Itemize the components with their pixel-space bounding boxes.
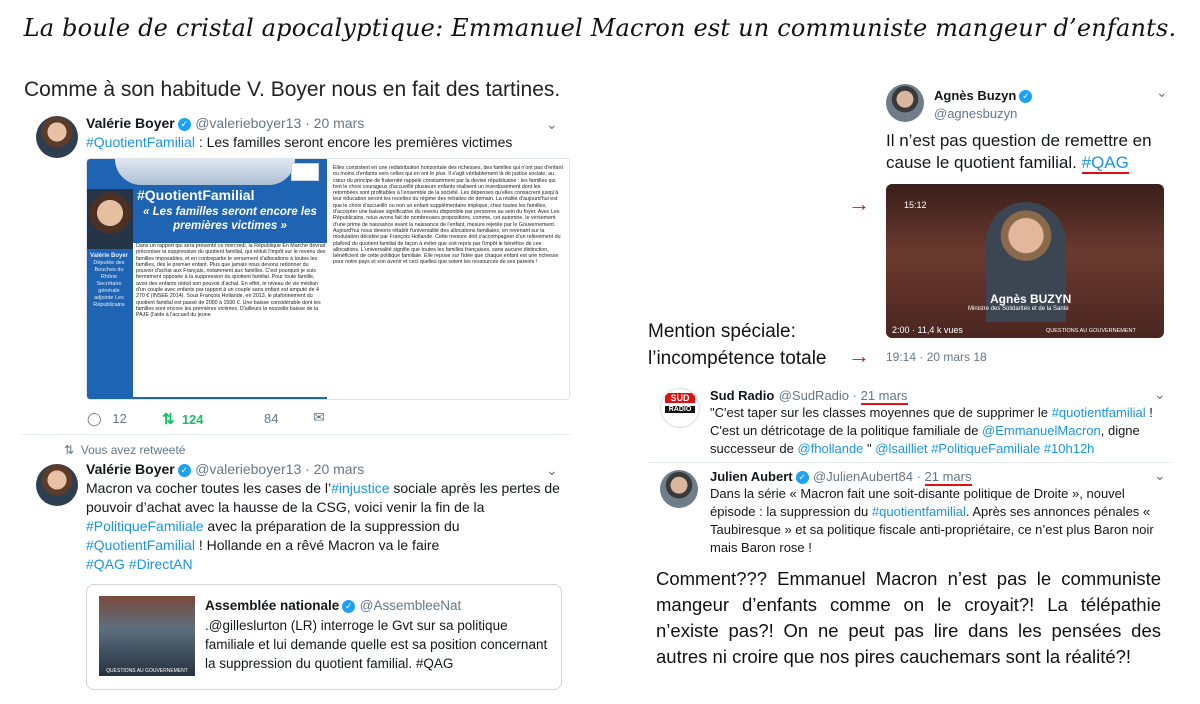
- tweet-header: [86, 115, 556, 133]
- chevron-down-icon[interactable]: ⌄: [1154, 386, 1166, 402]
- quoted-thumbnail: [99, 596, 195, 676]
- chevron-down-icon[interactable]: ⌄: [546, 116, 558, 132]
- reply-icon: ◯: [87, 411, 102, 426]
- tweet-timestamp[interactable]: 19:14 · 20 mars 18: [886, 350, 987, 364]
- avatar[interactable]: [886, 84, 924, 122]
- video-sub: Ministre des Solidarités et de la Santé: [968, 306, 1069, 312]
- hashtag-link[interactable]: #QuotientFamilial: [86, 537, 195, 553]
- author-handle[interactable]: @agnesbuzyn: [934, 106, 1018, 121]
- author-name[interactable]: Valérie Boyer: [86, 461, 175, 477]
- author-handle[interactable]: @SudRadio ·: [778, 388, 861, 403]
- hashtag-link[interactable]: #QAG: [1081, 153, 1129, 172]
- retweet-count: 124: [181, 412, 204, 427]
- video-time: 15:12: [904, 200, 927, 210]
- verified-icon: ✓: [1019, 90, 1032, 103]
- like-count: 84: [264, 411, 279, 426]
- image-hashtag: #QuotientFamilial: [137, 187, 255, 203]
- tweet-header: [86, 461, 556, 479]
- hashtag-link[interactable]: #quotientfamilial: [871, 504, 966, 519]
- intro-text: Comme à son habitude V. Boyer nous en fait des tartines.: [24, 78, 561, 101]
- mention-link[interactable]: @EmmanuelMacron: [982, 423, 1101, 438]
- retweet-button[interactable]: [162, 410, 204, 428]
- tweet-header: [710, 468, 972, 486]
- verified-icon: ✓: [178, 118, 191, 131]
- tweet-sudradio[interactable]: [648, 382, 1172, 463]
- quote-text: .@gilleslurton (LR) interroge le Gvt sur sa politique familiale et lui demande quelle est sa position concernant la suppression du quotient familial. #QAG: [205, 618, 548, 671]
- retweet-icon: ⇅: [162, 411, 175, 428]
- video-caption: Agnès BUZYN: [990, 292, 1072, 306]
- video-views: 2:00 · 11,4 k vues: [892, 325, 963, 335]
- page-title: La boule de cristal apocalyptique: Emmanuel Macron est un communiste mangeur d’enfants.: [23, 14, 1177, 42]
- image-side: Valérie Boyer Députée des Bouches du Rhône Secrétaire générale adjointe Les Républicains: [89, 253, 129, 308]
- author-name[interactable]: Agnès Buzyn: [934, 88, 1017, 103]
- image-col-left: Dans un rapport qui sera présenté ce mercredi, la République En Marche devrait préconiser la suppression du quotient familial, qui réduit l'impôt sur le revenu des familles imposables, et en contrepartie le versement d'allocations à toutes les familles, dès le premier enfant. Plus que jamais nous devons redonner du pouvoir d'achat aux Français, notamment aux familles. C'est pourquoi je suis fermement opposée à la suppression du quotient familial. Pour toute famille, avoir des enfants réduit son pouvoir d'achat. En effet, le niveau de vie médian d'un couple avec enfants par rapport à un couple sans enfant est amputé de 4 270 € (INSEE 2014). Sous François Hollande, en 2013, le plafonnement du quotient familial est passé de 2000 à 1500 €. Une baisse considérable dont les familles sont encore les premières victimes. D'ailleurs la nouvelle baisse de la PAJE (l'aide à l'accueil du jeune: [133, 243, 329, 397]
- hashtag-link[interactable]: @lsailliet #PolitiqueFamiliale #10h12h: [875, 441, 1095, 456]
- author-handle[interactable]: @valerieboyer13 · 20 mars: [195, 461, 365, 477]
- logo: [291, 163, 319, 181]
- mention-link[interactable]: @fhollande: [797, 441, 864, 456]
- chevron-down-icon[interactable]: ⌄: [1154, 467, 1166, 483]
- message-icon[interactable]: ✉: [313, 409, 325, 425]
- author-name[interactable]: Julien Aubert: [710, 469, 793, 484]
- reply-count: 12: [112, 411, 127, 426]
- tweet-text: Macron va cocher toutes les cases de l’#injustice sociale après les pertes de pouvoir d’achat avec la hausse de la CSG, voici venir la fin de la #PolitiqueFamiliale avec la préparation de la suppression du #QuotientFamilial ! Hollande en a rêvé Macron va le faire #QAG #DirectAN: [86, 480, 560, 572]
- tweet-image[interactable]: [86, 158, 570, 400]
- divider: [20, 434, 572, 435]
- chevron-down-icon[interactable]: ⌄: [1156, 84, 1168, 100]
- tweet-text: "C'est taper sur les classes moyennes que de supprimer le #quotientfamilial ! C'est un détricotage de la politique familiale de @EmmanuelMacron, digne successeur de @fhollande " @lsailliet #PolitiqueFamiliale #10h12h: [710, 405, 1153, 456]
- author-name[interactable]: Sud Radio: [710, 388, 775, 403]
- tweet-text: #QuotientFamilial : Les familles seront encore les premières victimes: [86, 134, 513, 150]
- image-banner: [87, 159, 327, 399]
- assemblee-building-icon: [115, 159, 295, 185]
- tweet-aubert[interactable]: [648, 464, 1172, 555]
- retweet-label: ⇅ Vous avez retweeté: [64, 443, 186, 457]
- arrow-right-icon: →: [848, 191, 870, 216]
- hashtag-link[interactable]: #QAG #DirectAN: [86, 556, 193, 572]
- hashtag-link[interactable]: #PolitiqueFamiliale: [86, 518, 204, 534]
- quoted-tweet[interactable]: [86, 584, 562, 690]
- quote-author-name[interactable]: Assemblée nationale: [205, 598, 340, 613]
- tweet-date[interactable]: 21 mars: [860, 388, 908, 403]
- tweet-header: [934, 87, 1032, 123]
- avatar[interactable]: [36, 464, 78, 506]
- image-col-right: Elles consistent en une redistribution horizontale des richesses, des familles qui n'ont pas d'enfant ou moins d'enfants vers celles qui en ont le plus. Il s'agit véritablement là de justice sociale, au cœur du principe de fraternité rappelé constamment par la devise républicaine : les familles qui font le choix courageux d'accueillir plusieurs enfants réalisent un investissement dont les retombées sont profitables à l'ensemble de la société. Les dépenses qu'elles consacrent jusqu'à leur éducation seront les recettes du régime des retraites de demain. La réalité d'aujourd'hui est que le choix d'accueillir ou non un enfant supplémentaire implique, chez toutes les familles, d'accepter une baisse significative du revenu disponible par personne au sein du foyer. Avec Les Républicains, nous avons fait de nombreuses propositions, comme, cet automne, le versement d'une prime de naissance avant la naissance de l'enfant, mesure rejetée par le Gouvernement. Aujourd'hui nous devons rétablir l'universalité des allocations familiales, en revenant sur la modulation décidée par François Hollande. Cette mesure doit s'accompagner d'un relèvement du plafond du quotient familial de façon à éviter que soit repris par l'impôt le bénéfice de ces allocations. L'universalité signifie que toutes les familles françaises, sans aucune distinction, bénéficient de cette politique familiale. Elle repose sur l'idée que chaque enfant est une richesse pour notre pays et son avenir et ceci quelles que soient les ressources de ses parents !: [333, 165, 563, 266]
- hashtag-link[interactable]: #QuotientFamilial: [86, 134, 195, 150]
- portrait: [87, 189, 133, 249]
- tweet-text: Il n’est pas question de remettre en cause le quotient familial. #QAG: [886, 131, 1152, 172]
- avatar[interactable]: [36, 116, 78, 158]
- quote-author-handle[interactable]: @AssembleeNat: [359, 598, 462, 613]
- tweet-header: [710, 387, 908, 405]
- reply-button[interactable]: [87, 411, 127, 427]
- hashtag-link[interactable]: #quotientfamilial: [1051, 405, 1146, 420]
- arrow-right-icon: →: [848, 343, 870, 368]
- hashtag-link[interactable]: #injustice: [331, 480, 390, 496]
- mention-note: Mention spéciale: l’incompétence totale: [648, 321, 827, 369]
- conclusion-text: Comment??? Emmanuel Macron n’est pas le communiste mangeur d’enfants comme on le croyait?! La télépathie n’existe pas?! On ne peut pas lire dans les pensées des autres ni croire que nos pires cauchemars sont la réalité?!: [656, 568, 1161, 667]
- sudradio-logo[interactable]: SUD RADIO: [660, 388, 700, 428]
- author-handle[interactable]: @valerieboyer13 · 20 mars: [195, 115, 365, 131]
- thumb-caption: QUESTIONS AU GOUVERNEMENT: [106, 668, 188, 674]
- retweet-small-icon: ⇅: [64, 443, 75, 457]
- verified-icon: ✓: [796, 471, 809, 484]
- avatar[interactable]: [660, 470, 698, 508]
- verified-icon: ✓: [342, 600, 355, 613]
- author-name[interactable]: Valérie Boyer: [86, 115, 175, 131]
- video-player[interactable]: [886, 184, 1164, 338]
- verified-icon: ✓: [178, 464, 191, 477]
- tweet-text: Dans la série « Macron fait une soit-disante politique de Droite », nouvel épisode : la suppression du #quotientfamilial. Après ses annonces pénales « Taubiresque » et sa politique fiscale anti-propriétaire, ce n’est plus Baron noir mais Baron rose !: [710, 486, 1154, 555]
- quote-header: [205, 597, 461, 615]
- tweet-date[interactable]: 21 mars: [924, 469, 972, 484]
- image-headline: « Les familles seront encore les premières victimes »: [143, 206, 317, 232]
- chevron-down-icon[interactable]: ⌄: [546, 462, 558, 478]
- video-banner: QUESTIONS AU GOUVERNEMENT: [1046, 328, 1136, 334]
- author-handle[interactable]: @JulienAubert84 ·: [813, 469, 925, 484]
- like-button[interactable]: [238, 411, 278, 426]
